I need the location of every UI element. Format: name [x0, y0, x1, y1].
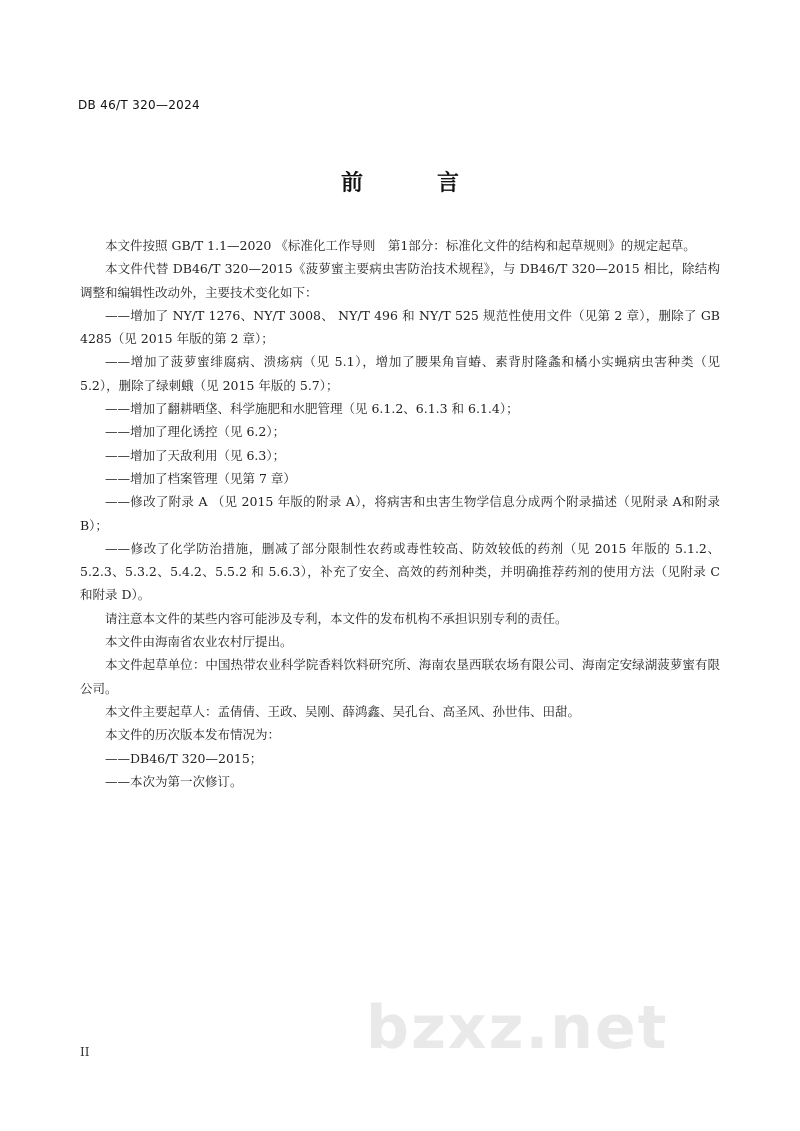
paragraph: ——修改了化学防治措施，删减了部分限制性农药或毒性较高、防效较低的药剂（见 2015 年版的 5.1.2、5.2.3、5.3.2、5.4.2、5.5.2 和 5.6.3），补充了安全、高效的药剂种类，并明确推荐药剂的使用方法（见附录 C 和附录 D）。 [80, 540, 720, 603]
paragraph: ——增加了天敌利用（见 6.3）； [105, 447, 286, 463]
paragraph: 本文件由海南省农业农村厅提出。 [105, 634, 293, 650]
paragraph: ——增加了翻耕晒垡、科学施肥和水肥管理（见 6.1.2、6.1.3 和 6.1.4）； [105, 401, 519, 417]
page-title: 前 言 [340, 171, 485, 196]
page-number: II [80, 1045, 90, 1059]
paragraph: 本文件起草单位：中国热带农业科学院香料饮料研究所、海南农垦西联农场有限公司、海南定安绿湖菠萝蜜有限公司。 [80, 657, 720, 696]
paragraph: 本文件代替 DB46/T 320—2015《菠萝蜜主要病虫害防治技术规程》，与 DB46/T 320—2015 相比，除结构调整和编辑性改动外，主要技术变化如下： [80, 261, 720, 300]
paragraph: ——修改了附录 A （见 2015 年版的附录 A），将病害和虫害生物学信息分成两个附录描述（见附录 A和附录 B）； [80, 494, 720, 533]
paragraph: ——本次为第一次修订。 [105, 773, 243, 789]
paragraph: ——增加了菠萝蜜绯腐病、溃疡病（见 5.1），增加了腰果角盲蝽、素背肘隆螽和橘小实蝇病虫害种类（见 5.2），删除了绿刺蛾（见 2015 年版的 5.7）； [80, 354, 720, 393]
paragraph: ——增加了理化诱控（见 6.2）； [105, 424, 286, 440]
paragraph: 本文件的历次版本发布情况为： [105, 727, 281, 743]
paragraph: 本文件按照 GB/T 1.1—2020 《标准化工作导则 第1部分：标准化文件的结构和起草规则》的规定起草。 [105, 238, 696, 253]
document-code: DB 46/T 320—2024 [78, 98, 200, 112]
watermark: bzxz.net [366, 993, 669, 1063]
paragraph: ——增加了档案管理（见第 7 章） [105, 470, 296, 486]
foreword-body [80, 234, 720, 793]
paragraph: ——DB46/T 320—2015； [105, 750, 263, 766]
paragraph: ——增加了 NY/T 1276、NY/T 3008、 NY/T 496 和 NY/T 525 规范性使用文件（见第 2 章），删除了 GB 4285（见 2015 年版的第 2 章）； [80, 307, 720, 347]
paragraph: 请注意本文件的某些内容可能涉及专利，本文件的发布机构不承担识别专利的责任。 [105, 610, 568, 626]
paragraph: 本文件主要起草人：孟倩倩、王政、吴刚、薛鸿鑫、吴孔台、高圣风、孙世伟、田甜。 [105, 703, 581, 719]
